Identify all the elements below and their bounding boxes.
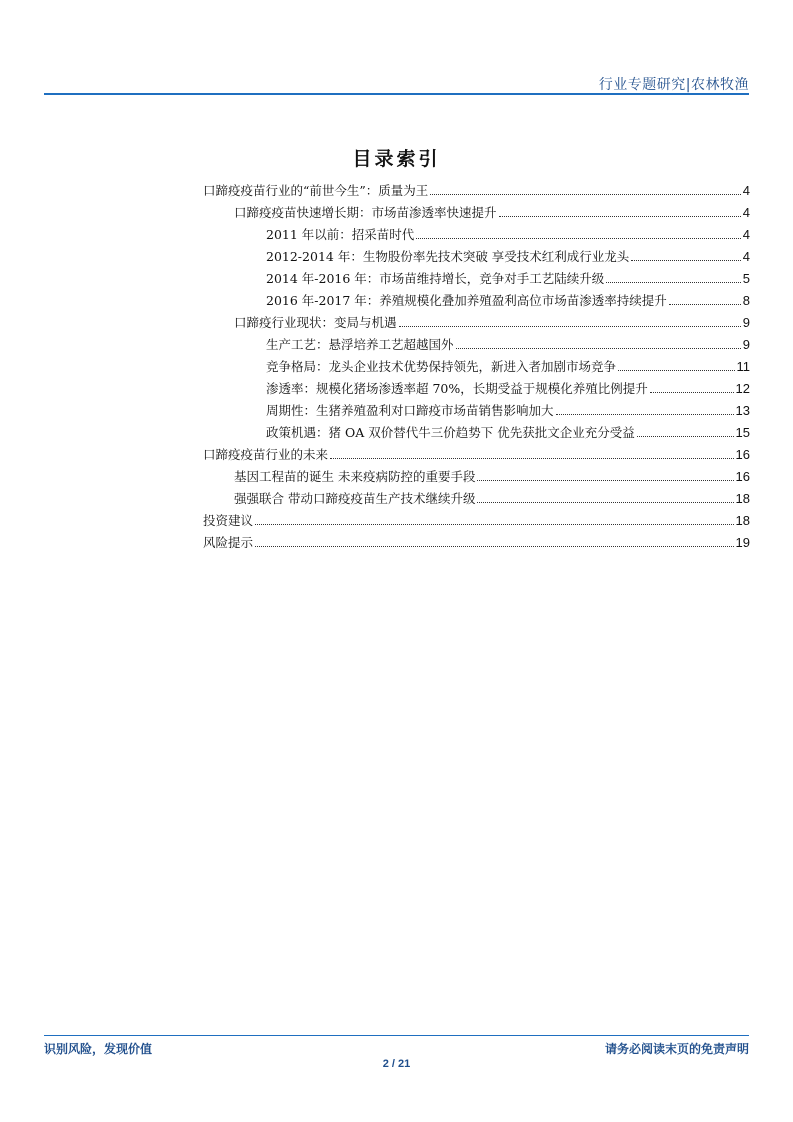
toc-dot-leader — [556, 414, 734, 415]
toc-entry-label: 生产工艺：悬浮培养工艺超越国外 — [266, 337, 454, 352]
toc-entry-page: 13 — [735, 403, 750, 418]
toc-entry[interactable] — [266, 247, 750, 265]
toc-entry[interactable] — [234, 489, 750, 507]
toc-entry-label: 口蹄疫疫苗行业的“前世今生”：质量为王 — [203, 183, 429, 198]
toc-entry-page: 11 — [736, 359, 750, 374]
footer-divider — [44, 1035, 749, 1036]
toc-entry[interactable] — [234, 467, 750, 485]
toc-entry[interactable] — [266, 357, 750, 375]
toc-entry-label: 基因工程苗的诞生 未来疫病防控的重要手段 — [234, 469, 476, 484]
toc-entry-page: 12 — [735, 381, 750, 396]
toc-entry-page: 9 — [742, 337, 750, 352]
toc-dot-leader — [477, 480, 733, 481]
toc-entry-label: 2011 年以前：招采苗时代 — [266, 227, 415, 242]
toc-entry[interactable] — [203, 445, 750, 463]
toc-entry[interactable] — [266, 225, 750, 243]
toc-entry-label: 2014 年-2016 年：市场苗维持增长，竞争对手工艺陆续升级 — [266, 271, 605, 286]
toc-dot-leader — [456, 348, 741, 349]
toc-entry-label: 风险提示 — [203, 535, 254, 550]
toc-entry-page: 18 — [735, 513, 750, 528]
toc-dot-leader — [430, 194, 740, 195]
toc-dot-leader — [499, 216, 741, 217]
toc-entry-page: 5 — [742, 271, 750, 286]
toc-dot-leader — [606, 282, 740, 283]
toc-entry[interactable] — [266, 379, 750, 397]
toc-entry-page: 4 — [742, 205, 750, 220]
toc-dot-leader — [477, 502, 733, 503]
toc-entry-page: 8 — [742, 293, 750, 308]
toc-dot-leader — [255, 546, 734, 547]
toc-entry-page: 9 — [742, 315, 750, 330]
toc-entry-page: 15 — [735, 425, 750, 440]
toc-entry-label: 渗透率：规模化猪场渗透率超 70%，长期受益于规模化养殖比例提升 — [266, 381, 648, 396]
footer-slogan: 识别风险，发现价值 — [44, 1042, 153, 1056]
report-category-header: 行业专题研究|农林牧渔 — [598, 77, 749, 93]
header-divider — [44, 93, 749, 95]
toc-entry[interactable] — [266, 423, 750, 441]
toc-entry-label: 口蹄疫疫苗快速增长期：市场苗渗透率快速提升 — [234, 205, 497, 220]
toc-entry-label: 2016 年-2017 年：养殖规模化叠加养殖盈利高位市场苗渗透率持续提升 — [266, 293, 667, 308]
toc-dot-leader — [631, 260, 740, 261]
toc-entry[interactable] — [266, 291, 750, 309]
toc-entry-page: 4 — [742, 249, 750, 264]
toc-dot-leader — [618, 370, 734, 371]
toc-entry-page: 4 — [742, 183, 750, 198]
page-number: 2 / 21 — [382, 1058, 411, 1070]
toc-entry-page: 18 — [735, 491, 750, 506]
toc-entry[interactable] — [266, 401, 750, 419]
toc-entry-page: 16 — [735, 469, 750, 484]
toc-entry[interactable] — [266, 269, 750, 287]
toc-entry-label: 周期性：生猪养殖盈利对口蹄疫市场苗销售影响加大 — [266, 403, 554, 418]
toc-entry[interactable] — [234, 313, 750, 331]
toc-entry-label: 投资建议 — [203, 513, 254, 528]
toc-dot-leader — [650, 392, 734, 393]
toc-entry-label: 口蹄疫疫苗行业的未来 — [203, 447, 329, 462]
toc-entry-label: 政策机遇：猪 OA 双价替代牛三价趋势下 优先获批文企业充分受益 — [266, 425, 635, 440]
toc-entry-page: 4 — [742, 227, 750, 242]
toc-entry[interactable] — [203, 511, 750, 529]
toc-entry[interactable] — [203, 533, 750, 551]
toc-entry-page: 19 — [735, 535, 750, 550]
footer-disclaimer-note: 请务必阅读末页的免责声明 — [604, 1042, 749, 1056]
toc-dot-leader — [255, 524, 734, 525]
toc-dot-leader — [416, 238, 740, 239]
toc-entry[interactable] — [203, 181, 750, 199]
toc-dot-leader — [330, 458, 734, 459]
toc-dot-leader — [637, 436, 734, 437]
toc-entry-label: 口蹄疫行业现状：变局与机遇 — [234, 315, 397, 330]
toc-entry-label: 强强联合 带动口蹄疫疫苗生产技术继续升级 — [234, 491, 476, 506]
toc-title: 目录索引 — [352, 148, 441, 170]
toc-dot-leader — [669, 304, 741, 305]
toc-dot-leader — [399, 326, 741, 327]
toc-entry-label: 2012-2014 年：生物股份率先技术突破 享受技术红利成行业龙头 — [266, 249, 630, 264]
toc-entry-page: 16 — [735, 447, 750, 462]
toc-entry[interactable] — [234, 203, 750, 221]
toc-entry[interactable] — [266, 335, 750, 353]
toc-entry-label: 竞争格局：龙头企业技术优势保持领先，新进入者加剧市场竞争 — [266, 359, 617, 374]
